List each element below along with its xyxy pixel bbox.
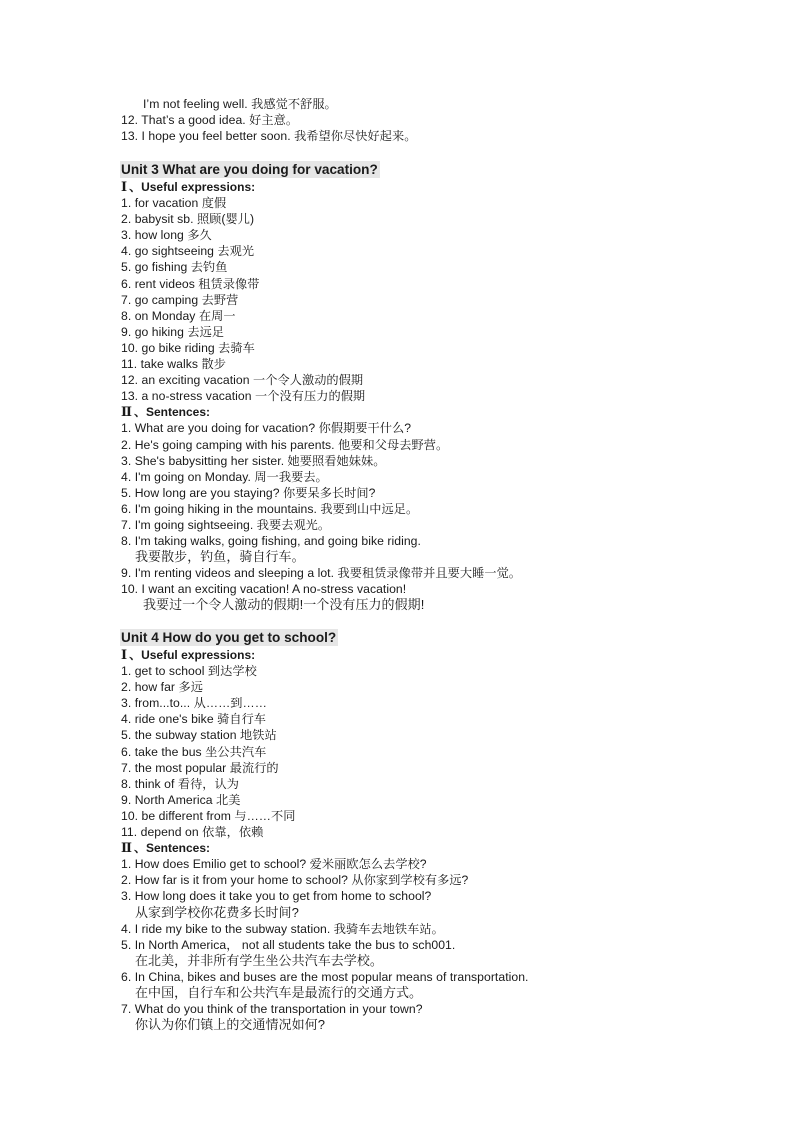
unit4-expressions-heading bbox=[121, 647, 761, 663]
sentence-item: 6. I'm going hiking in the mountains. 我要到山中远足。 bbox=[121, 501, 419, 516]
heading-label: 、Useful expressions: bbox=[129, 180, 256, 194]
unit4-sentences-heading bbox=[121, 840, 761, 856]
sentence-item: 5. In North America， not all students take the bus to sch001. bbox=[121, 937, 456, 952]
intro-line: 13. I hope you feel better soon. 我希望你尽快好起来。 bbox=[121, 129, 417, 144]
intro-line: I’m not feeling well. 我感觉不舒服。 bbox=[143, 97, 337, 111]
expression-item: 13. a no-stress vacation 一个没有压力的假期 bbox=[121, 389, 366, 404]
unit3-title: Unit 3 What are you doing for vacation? bbox=[121, 162, 378, 177]
expression-item: 10. be different from 与……不同 bbox=[121, 808, 296, 823]
sentence-item: 2. He's going camping with his parents. 他要和父母去野营。 bbox=[121, 437, 449, 452]
expression-item: 6. take the bus 坐公共汽车 bbox=[121, 744, 267, 759]
roman-numeral: Ⅱ bbox=[121, 405, 132, 421]
sentence-item: 4. I'm going on Monday. 周一我要去。 bbox=[121, 469, 328, 484]
sentence-item: 10. I want an exciting vacation! A no-stress vacation! bbox=[121, 582, 407, 597]
heading-label: 、Sentences: bbox=[133, 841, 210, 856]
sentence-item: 1. How does Emilio get to school? 爱米丽欧怎么去学校? bbox=[121, 857, 427, 872]
heading-label: 、Sentences: bbox=[133, 405, 210, 420]
expression-item: 9. go hiking 去远足 bbox=[121, 324, 225, 339]
sentence-item: 7. I'm going sightseeing. 我要去观光。 bbox=[121, 517, 331, 532]
intro-line: 12. That’s a good idea. 好主意。 bbox=[121, 113, 299, 128]
expression-item: 8. think of 看待，认为 bbox=[121, 776, 240, 791]
unit3-expressions-heading bbox=[121, 179, 761, 195]
sentence-item: 4. I ride my bike to the subway station. 我骑车去地铁车站。 bbox=[121, 921, 444, 936]
sentence-translation: 从家到学校你花费多长时间? bbox=[135, 904, 299, 920]
expression-item: 4. ride one's bike 骑自行车 bbox=[121, 712, 267, 727]
unit4-section bbox=[121, 629, 761, 1033]
sentence-item: 2. How far is it from your home to school? 从你家到学校有多远? bbox=[121, 873, 469, 888]
unit3-sentences-heading bbox=[121, 404, 761, 420]
sentence-item: 7. What do you think of the transportation in your town? bbox=[121, 1002, 423, 1017]
expression-item: 2. babysit sb. 照顾(婴儿) bbox=[121, 212, 255, 227]
sentence-translation: 你认为你们镇上的交通情况如何? bbox=[135, 1017, 325, 1033]
intro-section bbox=[121, 96, 761, 144]
sentence-translation: 在北美，并非所有学生坐公共汽车去学校。 bbox=[135, 952, 383, 968]
roman-numeral: Ⅰ bbox=[121, 180, 128, 195]
expression-item: 3. from...to... 从……到…… bbox=[121, 696, 268, 711]
unit4-title: Unit 4 How do you get to school? bbox=[121, 630, 337, 645]
expression-item: 11. depend on 依靠，依赖 bbox=[121, 825, 264, 840]
sentence-item: 5. How long are you staying? 你要呆多长时间? bbox=[121, 485, 376, 500]
sentence-translation: 我要过一个令人激动的假期!一个没有压力的假期! bbox=[143, 597, 425, 613]
sentence-item: 9. I'm renting videos and sleeping a lot. 我要租赁录像带并且要大睡一觉。 bbox=[121, 566, 522, 581]
expression-item: 10. go bike riding 去骑车 bbox=[121, 340, 255, 355]
expression-item: 9. North America 北美 bbox=[121, 792, 241, 807]
sentence-translation: 在中国，自行车和公共汽车是最流行的交通方式。 bbox=[135, 984, 423, 1000]
expression-item: 1. get to school 到达学校 bbox=[121, 664, 257, 679]
expression-item: 11. take walks 散步 bbox=[121, 357, 226, 372]
heading-label: 、Useful expressions: bbox=[129, 648, 256, 662]
sentence-translation: 我要散步，钓鱼，骑自行车。 bbox=[135, 549, 305, 565]
sentence-item: 3. She's babysitting her sister. 她要照看她妹妹。 bbox=[121, 453, 386, 468]
roman-numeral: Ⅱ bbox=[121, 841, 132, 857]
expression-item: 4. go sightseeing 去观光 bbox=[121, 244, 255, 259]
sentence-item: 8. I'm taking walks, going fishing, and going bike riding. bbox=[121, 534, 421, 549]
unit3-section bbox=[121, 161, 761, 614]
expression-item: 6. rent videos 租赁录像带 bbox=[121, 276, 260, 291]
expression-item: 8. on Monday 在周一 bbox=[121, 308, 236, 323]
sentence-item: 6. In China, bikes and buses are the most popular means of transportation. bbox=[121, 969, 529, 984]
expression-item: 3. how long 多久 bbox=[121, 228, 212, 243]
expression-item: 5. go fishing 去钓鱼 bbox=[121, 260, 228, 275]
expression-item: 1. for vacation 度假 bbox=[121, 196, 227, 211]
roman-numeral: Ⅰ bbox=[121, 648, 128, 663]
sentence-item: 1. What are you doing for vacation? 你假期要干什么? bbox=[121, 421, 412, 436]
expression-item: 7. the most popular 最流行的 bbox=[121, 760, 279, 775]
expression-item: 5. the subway station 地铁站 bbox=[121, 728, 277, 743]
sentence-item: 3. How long does it take you to get from home to school? bbox=[121, 889, 432, 904]
expression-item: 7. go camping 去野营 bbox=[121, 292, 239, 307]
expression-item: 12. an exciting vacation 一个令人激动的假期 bbox=[121, 373, 364, 388]
expression-item: 2. how far 多远 bbox=[121, 680, 203, 695]
